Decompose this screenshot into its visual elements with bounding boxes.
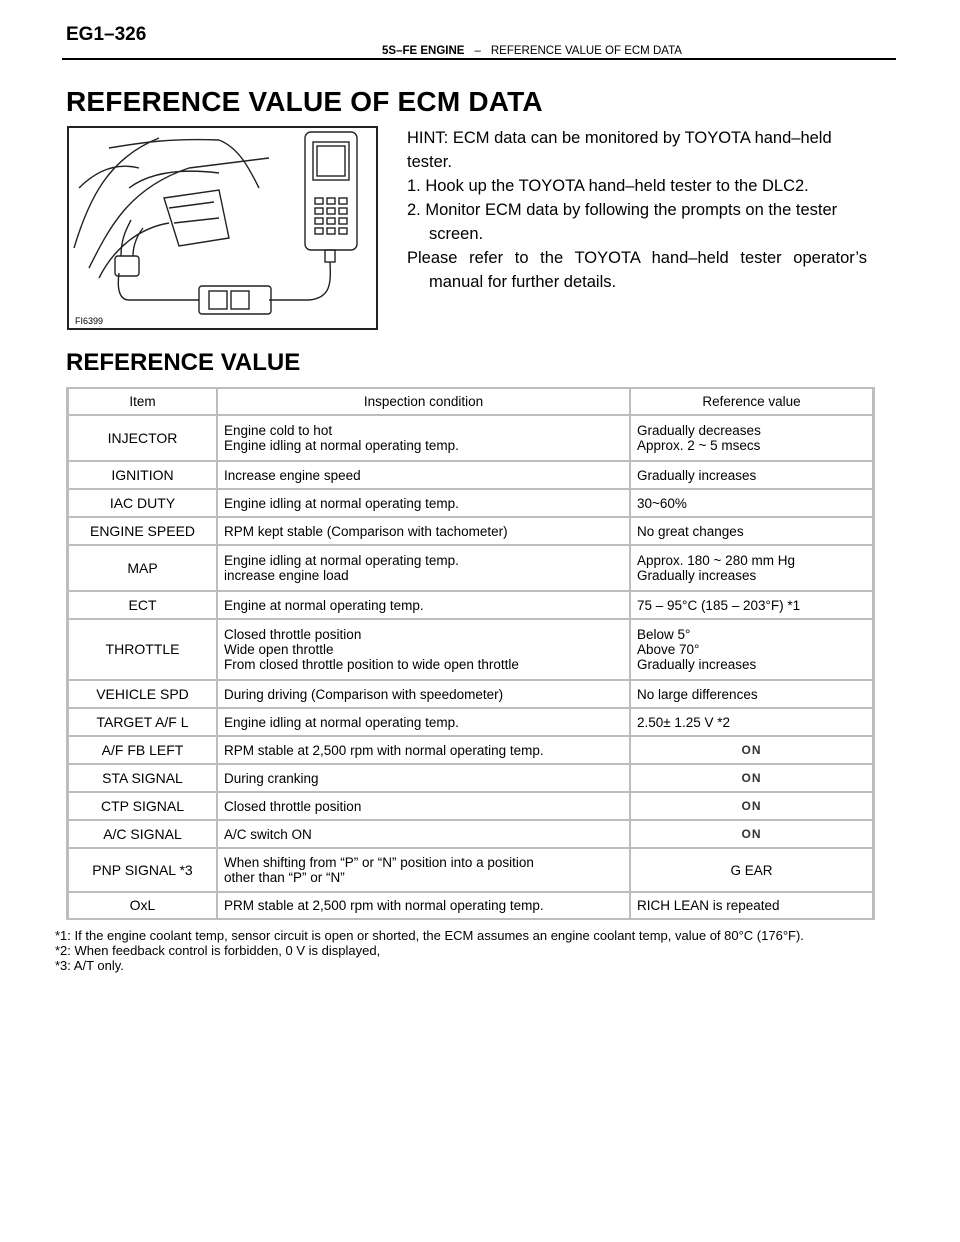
figure-code: FI6399 bbox=[75, 316, 104, 326]
condition-cell: PRM stable at 2,500 rpm with normal operating temp. bbox=[218, 893, 629, 918]
on-value: ON bbox=[741, 742, 762, 757]
item-cell: A/F FB LEFT bbox=[69, 737, 216, 763]
condition-line: increase engine load bbox=[224, 568, 349, 583]
table-row bbox=[69, 793, 872, 821]
condition-cell bbox=[218, 849, 629, 891]
condition-cell bbox=[218, 416, 629, 460]
condition-cell: During cranking bbox=[218, 765, 629, 791]
reference-cell: RICH LEAN is repeated bbox=[631, 893, 872, 918]
item-cell: INJECTOR bbox=[69, 416, 216, 460]
item-cell: PNP SIGNAL *3 bbox=[69, 849, 216, 891]
hint-step-continued: screen. bbox=[429, 225, 484, 243]
item-cell: ENGINE SPEED bbox=[69, 518, 216, 544]
item-cell: ECT bbox=[69, 592, 216, 618]
table-row bbox=[69, 681, 872, 709]
on-value: ON bbox=[741, 798, 762, 813]
column-header-reference: Reference value bbox=[631, 389, 872, 414]
tester-connection-drawing bbox=[69, 128, 376, 328]
condition-cell: RPM stable at 2,500 rpm with normal operating temp. bbox=[218, 737, 629, 763]
condition-cell: RPM kept stable (Comparison with tachometer) bbox=[218, 518, 629, 544]
hint-block bbox=[407, 126, 867, 294]
header-rule bbox=[62, 58, 896, 60]
condition-cell: During driving (Comparison with speedometer) bbox=[218, 681, 629, 707]
condition-line: From closed throttle position to wide open throttle bbox=[224, 657, 519, 672]
item-cell: CTP SIGNAL bbox=[69, 793, 216, 819]
table-row bbox=[69, 462, 872, 490]
condition-line: Engine cold to hot bbox=[224, 423, 333, 438]
page-title: REFERENCE VALUE OF ECM DATA bbox=[66, 86, 543, 117]
item-cell: STA SIGNAL bbox=[69, 765, 216, 791]
reference-value-heading: REFERENCE VALUE bbox=[66, 349, 301, 376]
table-row bbox=[69, 620, 872, 681]
reference-line: Approx. 180 ~ 280 mm Hg bbox=[637, 553, 795, 568]
condition-line: Closed throttle position bbox=[224, 627, 362, 642]
reference-cell: No large differences bbox=[631, 681, 872, 707]
footnote: *3: A/T only. bbox=[55, 958, 124, 973]
reference-cell bbox=[631, 849, 872, 891]
item-cell: IGNITION bbox=[69, 462, 216, 488]
reference-line: Below 5° bbox=[637, 627, 691, 642]
condition-cell: Engine idling at normal operating temp. bbox=[218, 709, 629, 735]
condition-cell: Increase engine speed bbox=[218, 462, 629, 488]
condition-cell bbox=[218, 620, 629, 679]
section-engine: 5S–FE ENGINE bbox=[382, 45, 465, 57]
page-number: EG1–326 bbox=[66, 24, 147, 45]
condition-line: Wide open throttle bbox=[224, 642, 334, 657]
item-cell: VEHICLE SPD bbox=[69, 681, 216, 707]
condition-line: Engine idling at normal operating temp. bbox=[224, 553, 459, 568]
table-row bbox=[69, 849, 872, 893]
reference-line: Approx. 2 ~ 5 msecs bbox=[637, 438, 761, 453]
condition-cell: Engine idling at normal operating temp. bbox=[218, 490, 629, 516]
table-row bbox=[69, 416, 872, 462]
reference-cell bbox=[631, 546, 872, 590]
hint-note-continued: manual for further details. bbox=[429, 273, 617, 291]
item-cell: OxL bbox=[69, 893, 216, 918]
reference-cell: Gradually increases bbox=[631, 462, 872, 488]
table-row bbox=[69, 709, 872, 737]
hint-line: tester. bbox=[407, 153, 452, 171]
table-row bbox=[69, 893, 872, 920]
reference-cell: 2.50± 1.25 V *2 bbox=[631, 709, 872, 735]
column-header-item: Item bbox=[69, 389, 216, 414]
item-cell: A/C SIGNAL bbox=[69, 821, 216, 847]
reference-cell bbox=[631, 821, 872, 847]
footnote: *1: If the engine coolant temp, sensor circuit is open or shorted, the ECM assumes an engine coolant temp, value of 80°C (176°F). bbox=[55, 928, 804, 943]
reference-line: Gradually increases bbox=[637, 568, 757, 583]
column-header-condition: Inspection condition bbox=[218, 389, 629, 414]
footnote: *2: When feedback control is forbidden, 0 V is displayed, bbox=[55, 943, 381, 958]
hint-line: HINT: ECM data can be monitored by TOYOTA hand–held bbox=[407, 129, 832, 147]
on-value: ON bbox=[741, 826, 762, 841]
item-cell: THROTTLE bbox=[69, 620, 216, 679]
section-header bbox=[382, 45, 682, 57]
table-row bbox=[69, 765, 872, 793]
reference-value-table bbox=[66, 387, 875, 920]
table-row bbox=[69, 592, 872, 620]
reference-cell: 30~60% bbox=[631, 490, 872, 516]
table-row bbox=[69, 737, 872, 765]
condition-cell: Engine at normal operating temp. bbox=[218, 592, 629, 618]
reference-cell bbox=[631, 620, 872, 679]
condition-line: Engine idling at normal operating temp. bbox=[224, 438, 459, 453]
item-cell: IAC DUTY bbox=[69, 490, 216, 516]
reference-cell bbox=[631, 737, 872, 763]
reference-line: Gradually decreases bbox=[637, 423, 761, 438]
reference-cell: No great changes bbox=[631, 518, 872, 544]
footnotes bbox=[55, 928, 804, 973]
hint-step: 1. Hook up the TOYOTA hand–held tester to the DLC2. bbox=[407, 177, 809, 195]
reference-cell bbox=[631, 765, 872, 791]
condition-cell bbox=[218, 546, 629, 590]
gear-value: G EAR bbox=[730, 862, 773, 878]
hint-step: 2. Monitor ECM data by following the prompts on the tester bbox=[407, 201, 838, 219]
on-value: ON bbox=[741, 770, 762, 785]
item-cell: TARGET A/F L bbox=[69, 709, 216, 735]
section-title: REFERENCE VALUE OF ECM DATA bbox=[490, 45, 682, 57]
table-header-row bbox=[69, 387, 872, 416]
reference-line: Gradually increases bbox=[637, 657, 757, 672]
reference-cell bbox=[631, 416, 872, 460]
reference-cell bbox=[631, 793, 872, 819]
table-row bbox=[69, 546, 872, 592]
section-dash: – bbox=[474, 45, 481, 57]
hint-note: Please refer to the TOYOTA hand–held tester operator’s bbox=[407, 249, 867, 267]
condition-cell: Closed throttle position bbox=[218, 793, 629, 819]
table-row bbox=[69, 518, 872, 546]
tester-illustration bbox=[67, 126, 378, 330]
item-cell: MAP bbox=[69, 546, 216, 590]
condition-line: When shifting from “P” or “N” position into a position bbox=[224, 855, 534, 870]
table-row bbox=[69, 490, 872, 518]
condition-cell: A/C switch ON bbox=[218, 821, 629, 847]
reference-cell: 75 – 95°C (185 – 203°F) *1 bbox=[631, 592, 872, 618]
reference-line: Above 70° bbox=[637, 642, 700, 657]
condition-line: other than “P” or “N” bbox=[224, 870, 345, 885]
table-row bbox=[69, 821, 872, 849]
